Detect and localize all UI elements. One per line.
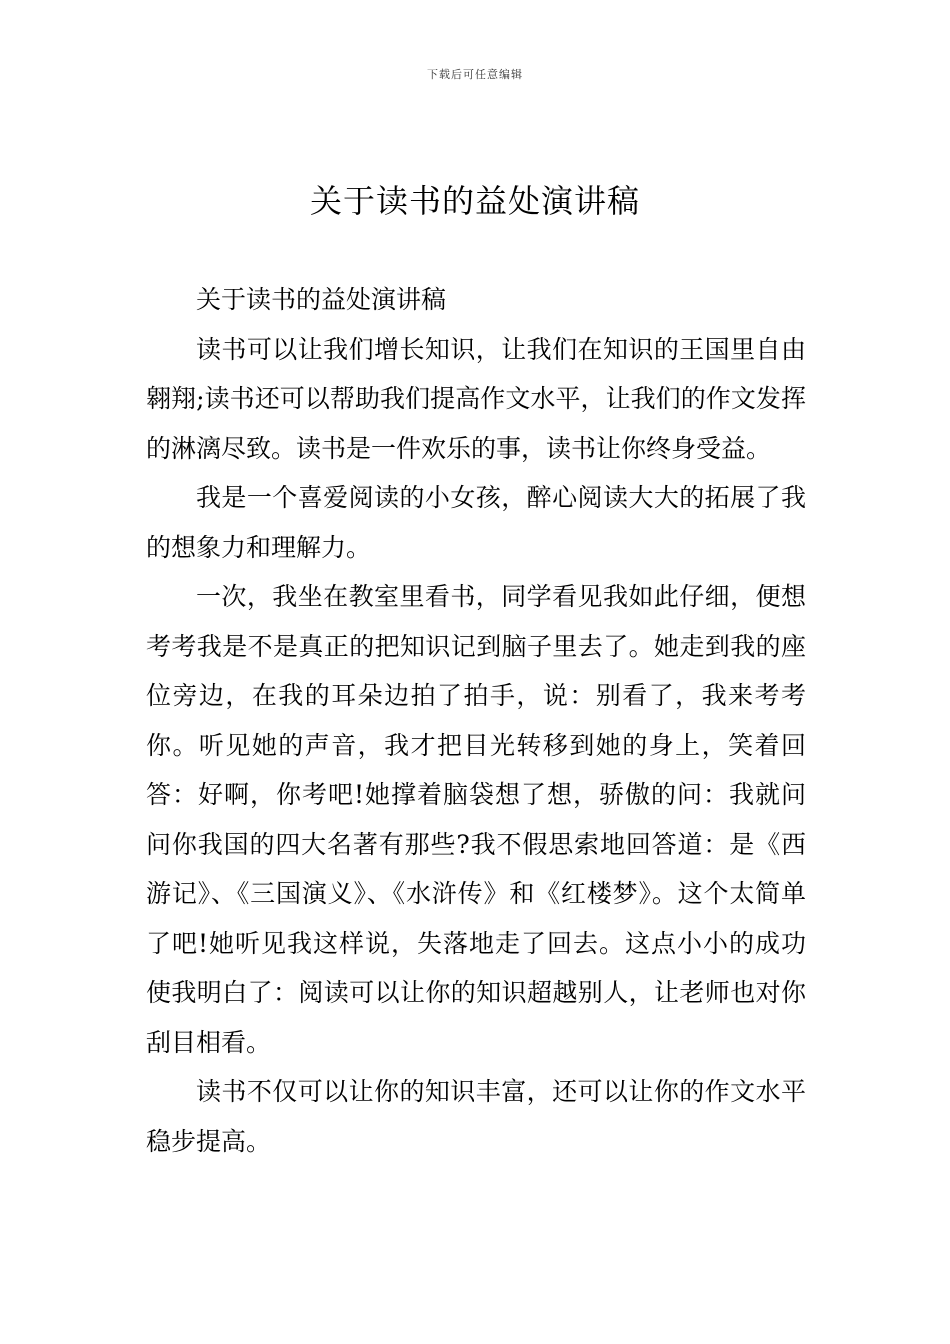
paragraph: 读书可以让我们增长知识，让我们在知识的王国里自由翱翔;读书还可以帮助我们提高作文水平，让我们的作文发挥的淋漓尽致。读书是一件欢乐的事，读书让你终身受益。 (146, 334, 806, 463)
document-title: 关于读书的益处演讲稿 (309, 182, 640, 220)
paragraph: 我是一个喜爱阅读的小女孩，醉心阅读大大的拓展了我的想象力和理解力。 (146, 483, 806, 562)
paragraph: 读书不仅可以让你的知识丰富，还可以让你的作文水平稳步提高。 (146, 1077, 806, 1156)
header-note: 下载后可任意编辑 (427, 68, 523, 81)
document-body (146, 275, 806, 1166)
paragraph-subtitle: 关于读书的益处演讲稿 (196, 285, 447, 314)
paragraph: 一次，我坐在教室里看书，同学看见我如此仔细，便想考考我是不是真正的把知识记到脑子里去了。她走到我的座位旁边，在我的耳朵边拍了拍手，说：别看了，我来考考你。听见她的声音，我才把目光转移到她的身上，笑着回答：好啊，你考吧!她撑着脑袋想了想，骄傲的问：我就问问你我国的四大名著有那些?我不假思索地回答道：是《西游记》、《三国演义》、《水浒传》和《红楼梦》。这个太简单了吧!她听见我这样说，失落地走了回去。这点小小的成功使我明白了：阅读可以让你的知识超越别人，让老师也对你刮目相看。 (146, 582, 806, 1057)
